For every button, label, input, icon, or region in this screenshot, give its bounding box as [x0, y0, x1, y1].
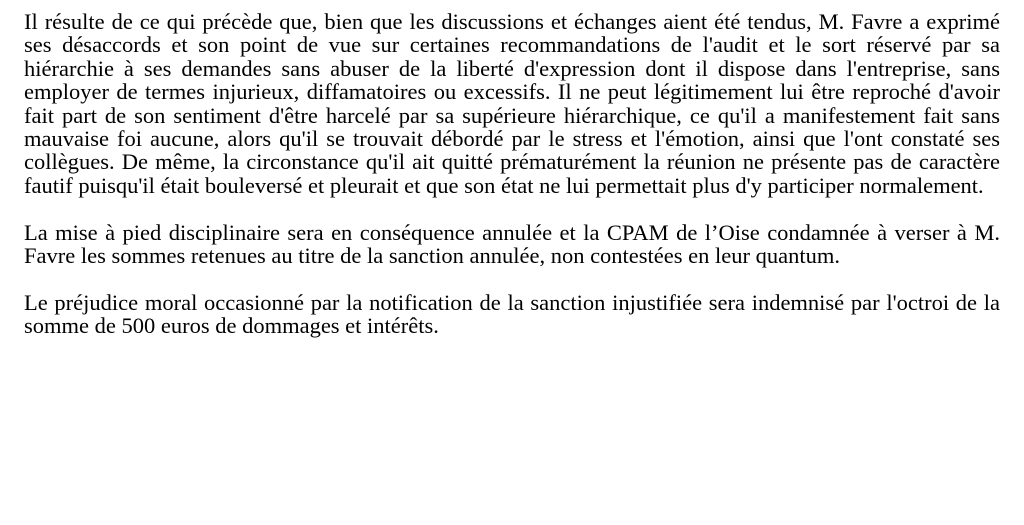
paragraph-freedom-of-expression: Il résulte de ce qui précède que, bien que les discussions et échanges aient été tendus, M. Favre a exprimé ses désaccords et son point de vue sur certaines recommandations de l'audit et le sort réservé par sa hiérarchie à ses demandes sans abuser de la liberté d'expression dont il dispose dans l'entreprise, sans employer de termes injurieux, diffamatoires ou excessifs. Il ne peut légitimement lui être reproché d'avoir fait part de son sentiment d'être harcelé par sa supérieure hiérarchique, ce qu'il a manifestement fait sans mauvaise foi aucune, alors qu'il se trouvait débordé par le stress et l'émotion, ainsi que l'ont constaté ses collègues. De même, la circonstance qu'il ait quitté prématurément la réunion ne présente pas de caractère fautif puisqu'il était bouleversé et pleurait et que son état ne lui permettait plus d'y participer normalement.: [24, 9, 1000, 198]
paragraph-suspension-annulled: La mise à pied disciplinaire sera en conséquence annulée et la CPAM de l’Oise condamnée à verser à M. Favre les sommes retenues au titre de la sanction annulée, non contestées en leur quantum.: [24, 219, 1000, 269]
paragraph-moral-damages: Le préjudice moral occasionné par la notification de la sanction injustifiée sera indemnisé par l'octroi de la somme de 500 euros de dommages et intérêts.: [24, 289, 1000, 339]
